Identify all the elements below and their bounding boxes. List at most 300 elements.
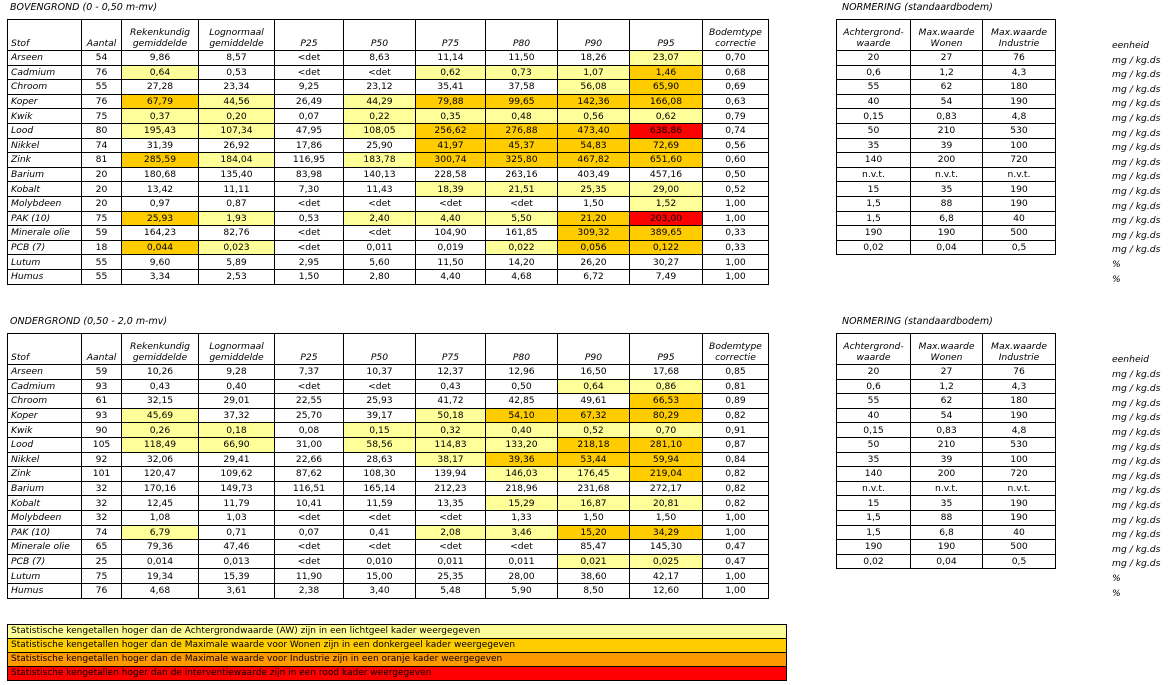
stat-cell: 44,56 <box>199 94 275 109</box>
substance-name: Lutum <box>8 255 82 270</box>
stat-cell: 47,95 <box>275 123 344 138</box>
stat-cell: 0,86 <box>630 379 703 394</box>
norm-row <box>837 496 1056 511</box>
subsoil-title: ONDERGROND (0,50 - 2,0 m-mv) <box>10 316 168 327</box>
stat-cell: 0,89 <box>703 394 769 409</box>
norm-row <box>837 510 1056 525</box>
table-row <box>8 226 769 241</box>
unit-label: mg / kg.ds <box>1112 112 1161 124</box>
stat-cell: 59 <box>82 365 122 380</box>
stat-cell: 10,26 <box>122 365 199 380</box>
norm-column-header: Max.waarde Industrie <box>983 20 1056 51</box>
stat-cell: <det <box>344 379 416 394</box>
stat-cell: 19,34 <box>122 569 199 584</box>
table-row <box>8 109 769 124</box>
subsoil-norm-title: NORMERING (standaardbodem) <box>842 316 993 327</box>
unit-label: mg / kg.ds <box>1112 368 1161 380</box>
stat-cell: 37,32 <box>199 408 275 423</box>
stat-cell: 1,00 <box>703 196 769 211</box>
stat-cell: 165,14 <box>344 481 416 496</box>
stat-cell: 5,89 <box>199 255 275 270</box>
norm-column-header: Max.waarde Wonen <box>911 20 983 51</box>
norm-row <box>837 138 1056 153</box>
norm-cell: 35 <box>911 496 983 511</box>
stat-cell: 25,70 <box>275 408 344 423</box>
norm-cell: n.v.t. <box>837 481 911 496</box>
table-row <box>8 379 769 394</box>
stat-cell: 0,019 <box>416 240 486 255</box>
stat-cell: 116,95 <box>275 153 344 168</box>
stat-cell: 32,06 <box>122 452 199 467</box>
stat-cell: 1,03 <box>199 510 275 525</box>
stat-cell: 25 <box>82 554 122 569</box>
stat-cell: 0,07 <box>275 525 344 540</box>
norm-column-header: Achtergrond-waarde <box>837 20 911 51</box>
substance-name: Kobalt <box>8 496 82 511</box>
stat-cell: 1,00 <box>703 255 769 270</box>
norm-cell: 40 <box>983 525 1056 540</box>
stat-cell: 133,20 <box>486 437 558 452</box>
column-header: P25 <box>275 334 344 365</box>
substance-name: Minerale olie <box>8 540 82 555</box>
stat-cell: 67,79 <box>122 94 199 109</box>
stat-cell: 135,40 <box>199 167 275 182</box>
stat-cell: 0,82 <box>703 408 769 423</box>
table-row <box>8 182 769 197</box>
stat-cell: 184,04 <box>199 153 275 168</box>
stat-cell: 166,08 <box>630 94 703 109</box>
stat-cell: 145,30 <box>630 540 703 555</box>
legend-item-max-wonen: Statistische kengetallen hoger dan de Maximale waarde voor Wonen zijn in een donkergeel kader weergegeven <box>8 639 786 653</box>
norm-cell: 140 <box>837 153 911 168</box>
stat-cell: 93 <box>82 408 122 423</box>
norm-cell: 190 <box>983 408 1056 423</box>
unit-label: mg / kg.ds <box>1112 426 1161 438</box>
stat-cell: 17,68 <box>630 365 703 380</box>
norm-cell: 180 <box>983 394 1056 409</box>
stat-cell: 0,56 <box>703 138 769 153</box>
substance-name: Kwik <box>8 109 82 124</box>
stat-cell: 32 <box>82 510 122 525</box>
table-row <box>8 569 769 584</box>
table-row <box>8 153 769 168</box>
stat-cell: 83,98 <box>275 167 344 182</box>
unit-label: mg / kg.ds <box>1112 185 1161 197</box>
table-row <box>8 496 769 511</box>
stat-cell: 0,53 <box>199 65 275 80</box>
norm-cell: 4,8 <box>983 109 1056 124</box>
stat-cell: 0,81 <box>703 379 769 394</box>
stat-cell: 403,49 <box>558 167 630 182</box>
unit-label: mg / kg.ds <box>1112 127 1161 139</box>
stat-cell: 1,50 <box>630 510 703 525</box>
column-header: P90 <box>558 334 630 365</box>
stat-cell: 212,23 <box>416 481 486 496</box>
stat-cell: 8,50 <box>558 583 630 598</box>
stat-cell: 13,35 <box>416 496 486 511</box>
stat-cell: 65 <box>82 540 122 555</box>
table-row <box>8 269 769 284</box>
stat-cell: 74 <box>82 525 122 540</box>
stat-cell: 12,60 <box>630 583 703 598</box>
stat-cell: <det <box>416 510 486 525</box>
unit-label: mg / kg.ds <box>1112 200 1161 212</box>
unit-label: mg / kg.ds <box>1112 156 1161 168</box>
substance-name: Chroom <box>8 80 82 95</box>
stat-cell: 2,80 <box>344 269 416 284</box>
stat-cell: 0,37 <box>122 109 199 124</box>
topsoil-norm-title: NORMERING (standaardbodem) <box>842 2 993 13</box>
norm-row <box>837 467 1056 482</box>
stat-cell: 59 <box>82 226 122 241</box>
stat-cell: 25,35 <box>416 569 486 584</box>
stat-cell: <det <box>486 196 558 211</box>
stat-cell: 25,35 <box>558 182 630 197</box>
stat-cell: 32 <box>82 496 122 511</box>
stat-cell: 93 <box>82 379 122 394</box>
topsoil-stats-table <box>7 19 769 285</box>
stat-cell: 37,58 <box>486 80 558 95</box>
stat-cell: 5,90 <box>486 583 558 598</box>
substance-name: Lood <box>8 437 82 452</box>
norm-column-header: Achtergrond-waarde <box>837 334 911 365</box>
stat-cell: 0,82 <box>703 496 769 511</box>
stat-cell: 55 <box>82 80 122 95</box>
norm-cell: 500 <box>983 226 1056 241</box>
stat-cell: 1,33 <box>486 510 558 525</box>
legend-item-intervention: Statistische kengetallen hoger dan de interventiewaarde zijn in een rood kader weergegeven <box>8 667 786 680</box>
stat-cell: 0,62 <box>416 65 486 80</box>
norm-cell: n.v.t. <box>983 481 1056 496</box>
stat-cell: 11,79 <box>199 496 275 511</box>
stat-cell: 1,00 <box>703 569 769 584</box>
stat-cell: 325,80 <box>486 153 558 168</box>
unit-label: mg / kg.ds <box>1112 397 1161 409</box>
column-header: Lognormaal gemiddelde <box>199 334 275 365</box>
stat-cell: <det <box>344 65 416 80</box>
stat-cell: 0,08 <box>275 423 344 438</box>
stat-cell: <det <box>275 540 344 555</box>
stat-cell: 9,25 <box>275 80 344 95</box>
stat-cell: 41,72 <box>416 394 486 409</box>
norm-cell: 0,6 <box>837 379 911 394</box>
stat-cell: <det <box>275 226 344 241</box>
stat-cell: 32 <box>82 481 122 496</box>
norm-row <box>837 408 1056 423</box>
unit-label: mg / kg.ds <box>1112 229 1161 241</box>
unit-label: mg / kg.ds <box>1112 98 1161 110</box>
unit-label: mg / kg.ds <box>1112 69 1161 81</box>
stat-cell: 0,62 <box>630 109 703 124</box>
header-row <box>8 334 769 365</box>
norm-cell: 190 <box>983 496 1056 511</box>
column-header: Aantal <box>82 334 122 365</box>
norm-cell: 76 <box>983 365 1056 380</box>
stat-cell: 0,33 <box>703 240 769 255</box>
norm-cell: 6,8 <box>911 525 983 540</box>
table-row <box>8 123 769 138</box>
stat-cell: 0,011 <box>416 554 486 569</box>
norm-cell: 0,04 <box>911 554 983 569</box>
stat-cell: <det <box>344 226 416 241</box>
norm-cell: 530 <box>983 123 1056 138</box>
stat-cell: 142,36 <box>558 94 630 109</box>
norm-row <box>837 437 1056 452</box>
stat-cell: 81 <box>82 153 122 168</box>
norm-cell: 88 <box>911 196 983 211</box>
stat-cell: 0,20 <box>199 109 275 124</box>
norm-row <box>837 80 1056 95</box>
stat-cell: 170,16 <box>122 481 199 496</box>
stat-cell: 2,95 <box>275 255 344 270</box>
stat-cell: 15,00 <box>344 569 416 584</box>
stat-cell: 12,37 <box>416 365 486 380</box>
subsoil-unit-column <box>1112 353 1160 601</box>
stat-cell: 108,30 <box>344 467 416 482</box>
norm-cell: 62 <box>911 80 983 95</box>
stat-cell: 281,10 <box>630 437 703 452</box>
stat-cell: 92 <box>82 452 122 467</box>
norm-cell: 140 <box>837 467 911 482</box>
stat-cell: 79,88 <box>416 94 486 109</box>
substance-name: Lood <box>8 123 82 138</box>
stat-cell: 0,43 <box>122 379 199 394</box>
substance-name: Zink <box>8 153 82 168</box>
stat-cell: 120,47 <box>122 467 199 482</box>
stat-cell: 22,55 <box>275 394 344 409</box>
stat-cell: 108,05 <box>344 123 416 138</box>
stat-cell: 15,20 <box>558 525 630 540</box>
norm-cell: 0,6 <box>837 65 911 80</box>
norm-cell: 0,5 <box>983 240 1056 255</box>
stat-cell: 116,51 <box>275 481 344 496</box>
norm-cell: 500 <box>983 540 1056 555</box>
stat-cell: 0,64 <box>122 65 199 80</box>
stat-cell: 80,29 <box>630 408 703 423</box>
stat-cell: 1,00 <box>703 510 769 525</box>
stat-cell: 0,52 <box>703 182 769 197</box>
stat-cell: <det <box>344 540 416 555</box>
stat-cell: 176,45 <box>558 467 630 482</box>
stat-cell: 0,022 <box>486 240 558 255</box>
stat-cell: 3,46 <box>486 525 558 540</box>
stat-cell: 54 <box>82 51 122 66</box>
stat-cell: 0,010 <box>344 554 416 569</box>
substance-name: Koper <box>8 408 82 423</box>
norm-cell: 40 <box>837 408 911 423</box>
norm-row <box>837 481 1056 496</box>
unit-label: mg / kg.ds <box>1112 470 1161 482</box>
stat-cell: 42,17 <box>630 569 703 584</box>
table-row <box>8 365 769 380</box>
stat-cell: 7,49 <box>630 269 703 284</box>
column-header: Aantal <box>82 20 122 51</box>
norm-cell: 1,5 <box>837 211 911 226</box>
substance-name: Humus <box>8 583 82 598</box>
stat-cell: 107,34 <box>199 123 275 138</box>
substance-name: Cadmium <box>8 65 82 80</box>
stat-cell: 473,40 <box>558 123 630 138</box>
stat-cell: 2,08 <box>416 525 486 540</box>
substance-name: PCB (7) <box>8 240 82 255</box>
stat-cell: <det <box>275 240 344 255</box>
table-row <box>8 51 769 66</box>
norm-cell: 0,02 <box>837 240 911 255</box>
topsoil-title: BOVENGROND (0 - 0,50 m-mv) <box>10 2 158 13</box>
stat-cell: 4,40 <box>416 269 486 284</box>
stat-cell: 38,17 <box>416 452 486 467</box>
stat-cell: <det <box>416 196 486 211</box>
stat-cell: 0,82 <box>703 481 769 496</box>
norm-cell: 200 <box>911 153 983 168</box>
unit-label: % <box>1112 572 1121 584</box>
norm-cell: n.v.t. <box>911 167 983 182</box>
norm-cell: 50 <box>837 437 911 452</box>
norm-cell: 0,83 <box>911 109 983 124</box>
norm-row <box>837 65 1056 80</box>
column-header: P25 <box>275 20 344 51</box>
norm-cell: 190 <box>837 226 911 241</box>
norm-cell: 6,8 <box>911 211 983 226</box>
norm-cell: 100 <box>983 452 1056 467</box>
stat-cell: 276,88 <box>486 123 558 138</box>
stat-cell: 0,97 <box>122 196 199 211</box>
stat-cell: 0,79 <box>703 109 769 124</box>
table-row <box>8 437 769 452</box>
unit-label: mg / kg.ds <box>1112 244 1161 256</box>
stat-cell: 638,86 <box>630 123 703 138</box>
stat-cell: 11,43 <box>344 182 416 197</box>
norm-cell: 190 <box>911 540 983 555</box>
stat-cell: 149,73 <box>199 481 275 496</box>
stat-cell: 6,79 <box>122 525 199 540</box>
stat-cell: 0,43 <box>416 379 486 394</box>
stat-cell: 39,36 <box>486 452 558 467</box>
unit-label: mg / kg.ds <box>1112 514 1161 526</box>
stat-cell: 1,00 <box>703 525 769 540</box>
norm-cell: 39 <box>911 138 983 153</box>
stat-cell: 0,64 <box>558 379 630 394</box>
stat-cell: 118,49 <box>122 437 199 452</box>
norm-cell: 190 <box>983 510 1056 525</box>
stat-cell: 0,87 <box>199 196 275 211</box>
column-header: Lognormaal gemiddelde <box>199 20 275 51</box>
stat-cell: 80 <box>82 123 122 138</box>
norm-cell: 40 <box>983 211 1056 226</box>
norm-cell: 20 <box>837 365 911 380</box>
stat-cell: 56,08 <box>558 80 630 95</box>
norm-cell: 0,83 <box>911 423 983 438</box>
stat-cell: 49,61 <box>558 394 630 409</box>
stat-cell: 218,96 <box>486 481 558 496</box>
column-header: Bodemtype correctie <box>703 334 769 365</box>
stat-cell: 12,45 <box>122 496 199 511</box>
stat-cell: 26,20 <box>558 255 630 270</box>
norm-row <box>837 540 1056 555</box>
stat-cell: 90 <box>82 423 122 438</box>
stat-cell: 54,10 <box>486 408 558 423</box>
norm-cell: 54 <box>911 408 983 423</box>
substance-name: Kobalt <box>8 182 82 197</box>
stat-cell: 0,26 <box>122 423 199 438</box>
stat-cell: 50,18 <box>416 408 486 423</box>
norm-cell: 210 <box>911 123 983 138</box>
stat-cell: 180,68 <box>122 167 199 182</box>
stat-cell: 45,37 <box>486 138 558 153</box>
stat-cell: 75 <box>82 211 122 226</box>
norm-row <box>837 240 1056 255</box>
substance-name: Cadmium <box>8 379 82 394</box>
legend-item-max-industrie: Statistische kengetallen hoger dan de Maximale waarde voor Industrie zijn in een oranje kader weergegeven <box>8 653 786 667</box>
unit-label: mg / kg.ds <box>1112 383 1161 395</box>
stat-cell: 2,38 <box>275 583 344 598</box>
substance-name: Lutum <box>8 569 82 584</box>
table-row <box>8 540 769 555</box>
norm-column-header: Max.waarde Industrie <box>983 334 1056 365</box>
table-row <box>8 452 769 467</box>
stat-cell: 58,56 <box>344 437 416 452</box>
stat-cell: 13,42 <box>122 182 199 197</box>
table-row <box>8 65 769 80</box>
norm-row <box>837 452 1056 467</box>
stat-cell: 61 <box>82 394 122 409</box>
norm-cell: 35 <box>837 138 911 153</box>
norm-cell: 190 <box>983 196 1056 211</box>
stat-cell: 1,52 <box>630 196 703 211</box>
norm-row <box>837 525 1056 540</box>
stat-cell: 15,29 <box>486 496 558 511</box>
stat-cell: 309,32 <box>558 226 630 241</box>
stat-cell: 9,60 <box>122 255 199 270</box>
table-row <box>8 467 769 482</box>
unit-label: % <box>1112 258 1121 270</box>
substance-name: Nikkel <box>8 452 82 467</box>
substance-name: PAK (10) <box>8 525 82 540</box>
table-row <box>8 423 769 438</box>
norm-row <box>837 379 1056 394</box>
stat-cell: 0,35 <box>416 109 486 124</box>
stat-cell: 72,69 <box>630 138 703 153</box>
stat-cell: 22,66 <box>275 452 344 467</box>
stat-cell: 76 <box>82 94 122 109</box>
stat-cell: <det <box>486 540 558 555</box>
substance-name: Kwik <box>8 423 82 438</box>
column-header: Stof <box>8 20 82 51</box>
stat-cell: 66,90 <box>199 437 275 452</box>
table-row <box>8 94 769 109</box>
norm-cell: 55 <box>837 80 911 95</box>
unit-label: mg / kg.ds <box>1112 456 1161 468</box>
stat-cell: 75 <box>82 569 122 584</box>
stat-cell: 0,70 <box>630 423 703 438</box>
stat-cell: 0,014 <box>122 554 199 569</box>
stat-cell: 31,00 <box>275 437 344 452</box>
table-row <box>8 255 769 270</box>
unit-label: mg / kg.ds <box>1112 142 1161 154</box>
stat-cell: 11,50 <box>416 255 486 270</box>
table-row <box>8 408 769 423</box>
unit-label: mg / kg.ds <box>1112 529 1161 541</box>
norm-row <box>837 423 1056 438</box>
norm-column-header: Max.waarde Wonen <box>911 334 983 365</box>
stat-cell: <det <box>275 196 344 211</box>
unit-label: mg / kg.ds <box>1112 215 1161 227</box>
stat-cell: 23,07 <box>630 51 703 66</box>
stat-cell: 75 <box>82 109 122 124</box>
norm-row <box>837 94 1056 109</box>
stat-cell: 15,39 <box>199 569 275 584</box>
unit-label: mg / kg.ds <box>1112 441 1161 453</box>
